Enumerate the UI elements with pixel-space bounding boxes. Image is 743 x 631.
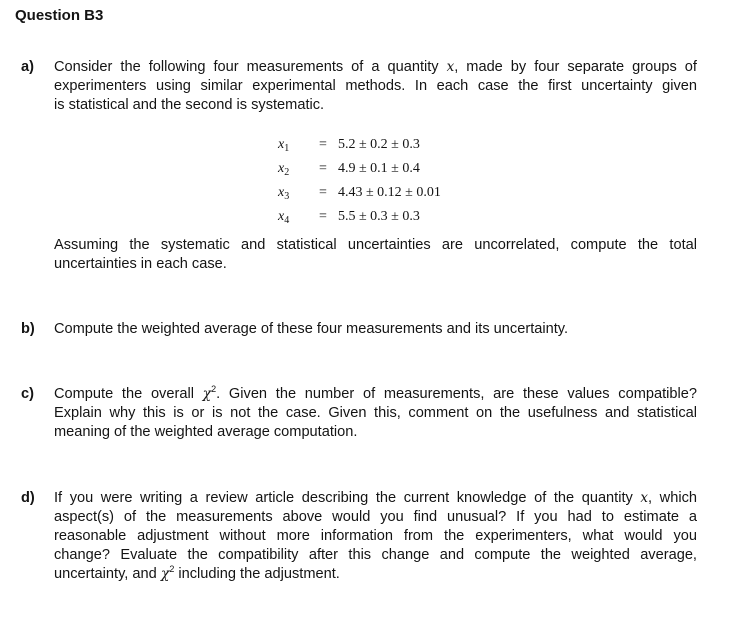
part-c-line-1: Compute the overall $\chi^2$. Given the number of measurements, are these values compatible? [54, 384, 697, 402]
equals-sign: = [319, 136, 327, 152]
equals-sign: = [319, 208, 327, 224]
part-d-line-4: change? Evaluate the compatibility after this change and compute the weighted average, [54, 547, 697, 563]
measurement-row [278, 132, 441, 156]
measurement-var: $x_1$ [278, 136, 290, 154]
part-b-line-1: Compute the weighted average of these four measurements and its uncertainty. [54, 321, 569, 337]
measurement-var: $x_4$ [278, 208, 290, 226]
part-d [21, 489, 697, 584]
equals-sign: = [319, 160, 327, 176]
measurement-value: 5.5 ± 0.3 ± 0.3 [338, 208, 420, 224]
part-c [21, 385, 697, 442]
measurement-row [278, 204, 441, 228]
part-c-label: c) [21, 386, 34, 402]
part-a [21, 58, 697, 115]
measurement-row [278, 156, 441, 180]
part-a-label: a) [21, 59, 34, 75]
measurement-row [278, 180, 441, 204]
part-d-line-5: uncertainty, and $\chi^2$ including the adjustment. [54, 564, 340, 582]
measurements-table [278, 132, 441, 228]
part-b-label: b) [21, 321, 35, 337]
part-d-line-3: reasonable adjustment without more information from the experimenters, what would you [54, 528, 697, 544]
measurement-var: $x_3$ [278, 184, 290, 202]
part-a-line-3: is statistical and the second is systematic. [54, 97, 325, 113]
measurement-var: $x_2$ [278, 160, 290, 178]
part-c-line-2: Explain why this is or is not the case. Given this, comment on the usefulness and statistical [54, 405, 697, 421]
part-d-line-2: aspect(s) of the measurements above would you find unusual? If you had to estimate a [54, 509, 697, 525]
part-a-line-2: experimenters using similar experimental methods. In each case the first uncertainty given [54, 78, 697, 94]
part-a-after-line-2: uncertainties in each case. [54, 256, 227, 272]
part-a-followup [21, 236, 697, 274]
measurement-value: 4.43 ± 0.12 ± 0.01 [338, 184, 441, 200]
part-a-line-1: Consider the following four measurements of a quantity x, made by four separate groups of [54, 59, 697, 75]
part-d-label: d) [21, 490, 35, 506]
measurement-value: 5.2 ± 0.2 ± 0.3 [338, 136, 420, 152]
part-b [21, 320, 697, 339]
part-a-after-line-1: Assuming the systematic and statistical uncertainties are uncorrelated, compute the total [54, 237, 697, 253]
part-d-line-1: If you were writing a review article describing the current knowledge of the quantity x, which [54, 490, 697, 506]
part-c-line-3: meaning of the weighted average computation. [54, 424, 358, 440]
question-title: Question B3 [15, 7, 104, 24]
part-a-text [54, 58, 697, 115]
equals-sign: = [319, 184, 327, 200]
measurement-value: 4.9 ± 0.1 ± 0.4 [338, 160, 420, 176]
